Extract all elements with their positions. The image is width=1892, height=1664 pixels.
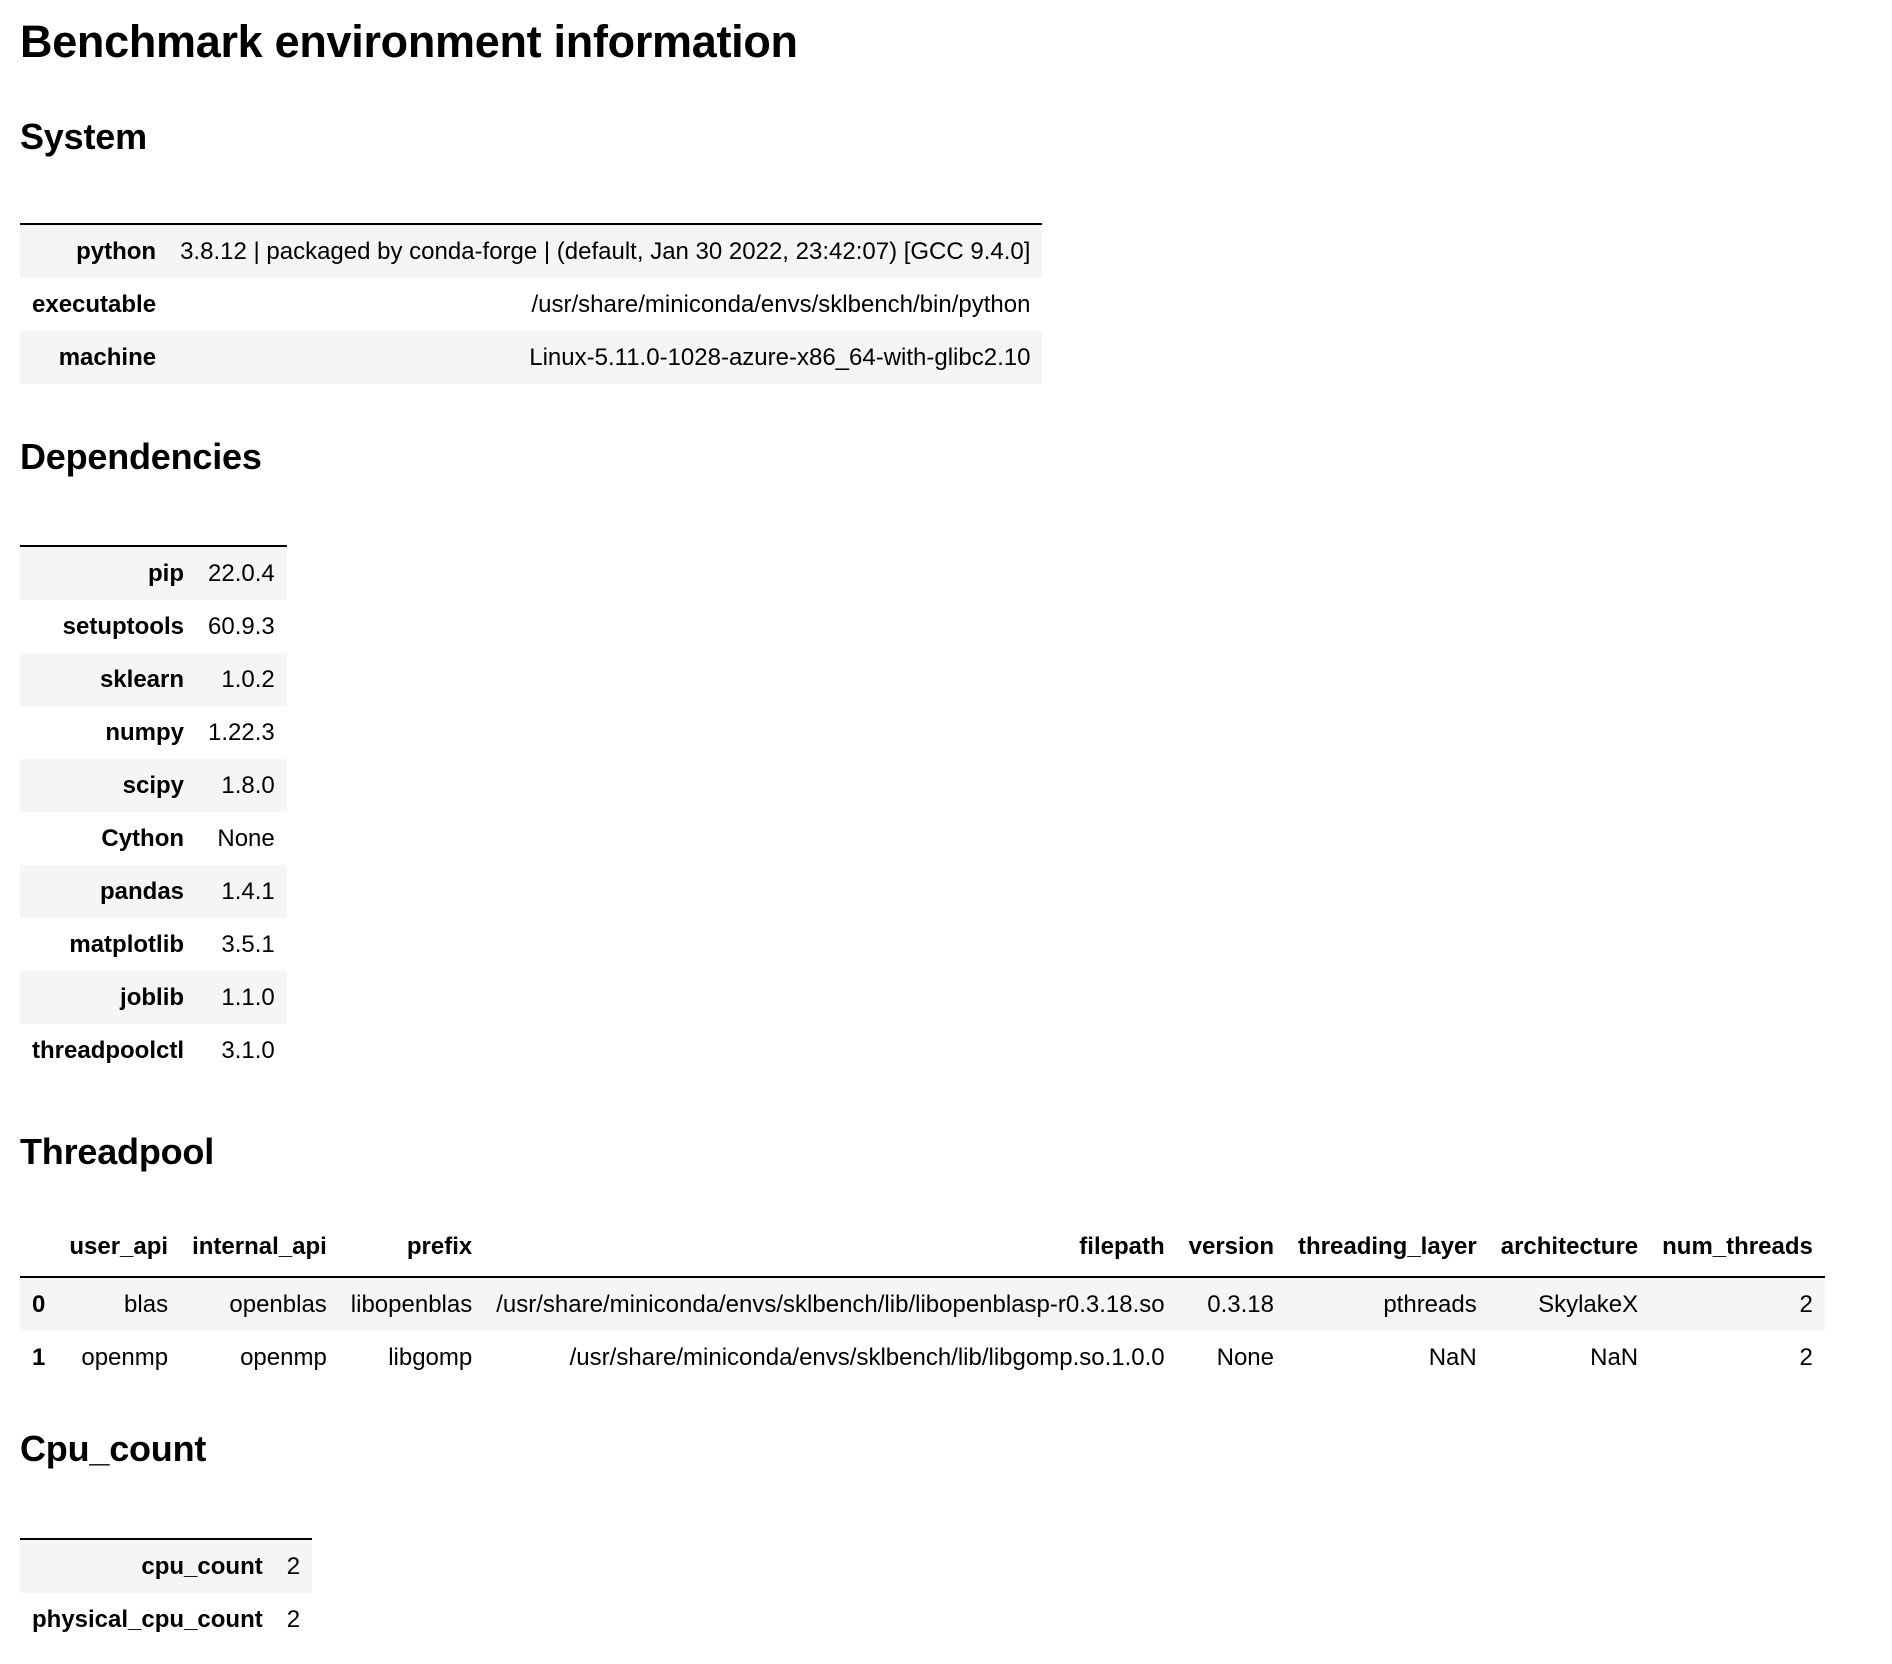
row-value: 3.5.1: [221, 930, 275, 958]
column-header-user-api: user_api: [57, 1218, 180, 1277]
cell-filepath: /usr/share/miniconda/envs/sklbench/lib/libgomp.so.1.0.0: [569, 1343, 1165, 1371]
row-key: scipy: [122, 771, 185, 799]
cell-architecture: SkylakeX: [1538, 1290, 1639, 1318]
row-value: None: [217, 824, 275, 852]
table-row: [20, 759, 287, 812]
table-row: [20, 1024, 287, 1077]
row-value: 1.0.2: [221, 665, 275, 693]
section-heading-system: System: [20, 116, 147, 157]
table-row: [20, 971, 287, 1024]
section-heading-threadpool: Threadpool: [20, 1131, 214, 1172]
page-title: Benchmark environment information: [20, 16, 798, 67]
row-key: numpy: [105, 718, 185, 746]
row-value: 2: [286, 1552, 301, 1580]
row-value: 2: [286, 1605, 301, 1633]
row-key: sklearn: [99, 665, 185, 693]
row-key: executable: [32, 290, 157, 318]
cell-filepath: /usr/share/miniconda/envs/sklbench/lib/libopenblasp-r0.3.18.so: [496, 1290, 1165, 1318]
row-key: cpu_count: [141, 1552, 263, 1580]
row-value: 1.8.0: [221, 771, 275, 799]
cell-num-threads: 2: [1799, 1290, 1813, 1318]
table-row: [20, 653, 287, 706]
column-header-prefix: prefix: [339, 1218, 484, 1277]
row-key: python: [76, 237, 157, 265]
column-header-threading-layer: threading_layer: [1286, 1218, 1489, 1277]
column-header-num-threads: num_threads: [1650, 1218, 1825, 1277]
cell-threading-layer: pthreads: [1383, 1290, 1477, 1318]
table-row: [20, 278, 1042, 331]
column-header-filepath: filepath: [484, 1218, 1176, 1277]
table-row: [20, 812, 287, 865]
row-index: 0: [32, 1290, 46, 1318]
table-row: [20, 1331, 1825, 1384]
row-key: threadpoolctl: [32, 1036, 185, 1064]
table-row: [20, 331, 1042, 384]
cell-prefix: libgomp: [388, 1343, 473, 1371]
row-value: 22.0.4: [208, 559, 275, 587]
table-header-row: [20, 1218, 1825, 1277]
row-value: 1.4.1: [221, 877, 275, 905]
cell-internal-api: openblas: [229, 1290, 327, 1318]
dependencies-table: [20, 545, 287, 1077]
row-key: Cython: [101, 824, 185, 852]
cpu-count-table: [20, 1538, 312, 1646]
row-value: 60.9.3: [208, 612, 275, 640]
cell-version: 0.3.18: [1207, 1290, 1274, 1318]
cell-prefix: libopenblas: [350, 1290, 473, 1318]
row-value: 3.1.0: [221, 1036, 275, 1064]
table-row: [20, 1593, 312, 1646]
cell-num-threads: 2: [1799, 1343, 1813, 1371]
table-row: [20, 1277, 1825, 1331]
column-header-version: version: [1177, 1218, 1286, 1277]
row-index: 1: [32, 1343, 46, 1371]
row-value: 1.1.0: [221, 983, 275, 1011]
table-row: [20, 224, 1042, 278]
row-value: 3.8.12 | packaged by conda-forge | (default, Jan 30 2022, 23:42:07) [GCC 9.4.0]: [180, 237, 1031, 265]
table-row: [20, 865, 287, 918]
row-key: machine: [58, 343, 157, 371]
cell-architecture: NaN: [1590, 1343, 1639, 1371]
cell-user-api: openmp: [81, 1343, 169, 1371]
threadpool-table: [20, 1218, 1825, 1384]
table-row: [20, 546, 287, 600]
table-row: [20, 918, 287, 971]
cell-version: None: [1216, 1343, 1274, 1371]
table-row: [20, 600, 287, 653]
row-key: setuptools: [62, 612, 185, 640]
cell-threading-layer: NaN: [1428, 1343, 1477, 1371]
row-key: pandas: [99, 877, 185, 905]
column-header-index: [20, 1218, 57, 1277]
table-row: [20, 1539, 312, 1593]
row-value: Linux-5.11.0-1028-azure-x86_64-with-glibc2.10: [529, 343, 1031, 371]
cell-user-api: blas: [124, 1290, 169, 1318]
column-header-internal-api: internal_api: [180, 1218, 339, 1277]
section-heading-cpu-count: Cpu_count: [20, 1428, 207, 1469]
system-table: [20, 223, 1042, 384]
cell-internal-api: openmp: [240, 1343, 327, 1371]
row-key: matplotlib: [69, 930, 185, 958]
column-header-architecture: architecture: [1489, 1218, 1650, 1277]
table-row: [20, 706, 287, 759]
section-heading-dependencies: Dependencies: [20, 436, 262, 477]
row-value: /usr/share/miniconda/envs/sklbench/bin/python: [531, 290, 1031, 318]
row-key: joblib: [120, 983, 185, 1011]
row-value: 1.22.3: [208, 718, 275, 746]
row-key: pip: [148, 559, 185, 587]
row-key: physical_cpu_count: [32, 1605, 263, 1633]
